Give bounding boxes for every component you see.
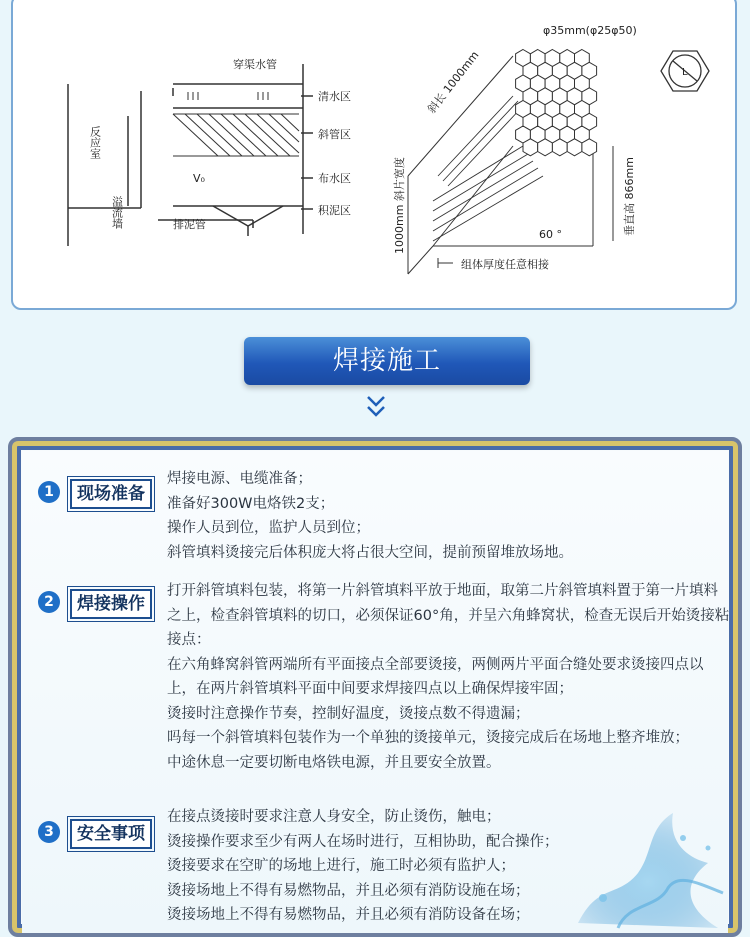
hex-label: L [682,67,688,78]
section-number: 2 [38,591,60,613]
honeycomb-cell [567,139,582,156]
section-title: 安全事项 [70,819,152,849]
text-line: 打开斜管填料包装，将第一片斜管填料平放于地面，取第二片斜管填料置于第一片填料之上，检查斜管填料的切口，必须保证60°角，并呈六角蜂窝状，检查无误后开始烫接粘接点： [167,583,730,648]
velocity-label: V₀ [193,172,205,185]
diameter-label: φ35mm(φ25φ50) [543,24,637,37]
instructions-content [22,451,728,933]
zone-label-clear: 清水区 [318,90,351,103]
water-splash-decoration [558,803,728,933]
text-line: 准备好300W电烙铁2支； [167,495,335,512]
section-text [167,579,732,775]
text-line: 操作人员到位，监护人员到位； [167,520,370,536]
width-label: 1000mm 斜片宽度 [393,157,406,254]
honeycomb-cell [552,139,567,156]
text-line: 烫接场地上不得有易燃物品，并且必须有消防设备在场； [167,907,530,923]
diagram-card [11,0,737,310]
overflow-wall-label: 溢流墙 [110,196,124,229]
section-title: 现场准备 [70,479,152,509]
honeycomb-pattern [516,50,597,156]
text-line: 焊接电源、电缆准备； [167,471,312,487]
text-line: 在六角蜂窝斜管两端所有平面接点全部要烫接，两侧两片平面合缝处要求烫接四点以上，在两片斜管填料平面中间要求焊接四点以上确保焊接牢固； [167,656,704,697]
reaction-chamber-label: 反应室 [88,126,102,159]
text-line: 吗每一个斜管填料包装作为一个单独的烫接单元，烫接完成后在场地上整齐堆放； [167,730,689,746]
angle-label: 60 ° [539,228,562,241]
section-text [167,467,732,565]
honeycomb-cell [582,139,597,156]
text-line: 在接点烫接时要求注意人身安全，防止烫伤，触电； [167,809,501,825]
zone-label-distribution: 布水区 [318,172,351,185]
instructions-panel [8,437,742,937]
diagram-illustration [13,0,737,310]
sludge-pipe-label: 排泥管 [173,218,206,231]
honeycomb-cell [538,139,553,156]
honeycomb-cell [523,139,538,156]
section-number: 1 [38,481,60,503]
chevron-down-icon [366,395,386,421]
text-line: 烫接操作要求至少有两人在场时进行，互相协助，配合操作； [167,833,559,850]
thickness-note: 组体厚度任意相接 [461,258,549,271]
section-number: 3 [38,821,60,843]
zone-label-tubes: 斜管区 [318,128,351,141]
vertical-height-label: 垂直高 866mm [623,157,636,236]
text-line: 烫接要求在空旷的场地上进行，施工时必须有监护人； [167,858,515,874]
zone-label-sludge: 积泥区 [318,204,351,217]
text-line: 烫接时注意操作节奏，控制好温度，烫接点数不得遗漏； [167,705,530,722]
text-line: 斜管填料烫接完后体积庞大将占很大空间，提前预留堆放场地。 [167,544,573,561]
section-banner: 焊接施工 [244,337,530,385]
slant-length-label: 斜长 1000mm [425,48,482,116]
section-title: 焊接操作 [70,589,152,619]
text-line: 烫接场地上不得有易燃物品，并且必须有消防设施在场； [167,882,530,899]
text-line: 中途休息一定要切断电烙铁电源，并且要安全放置。 [167,754,501,771]
pipe-label: 穿渠水管 [233,58,277,71]
